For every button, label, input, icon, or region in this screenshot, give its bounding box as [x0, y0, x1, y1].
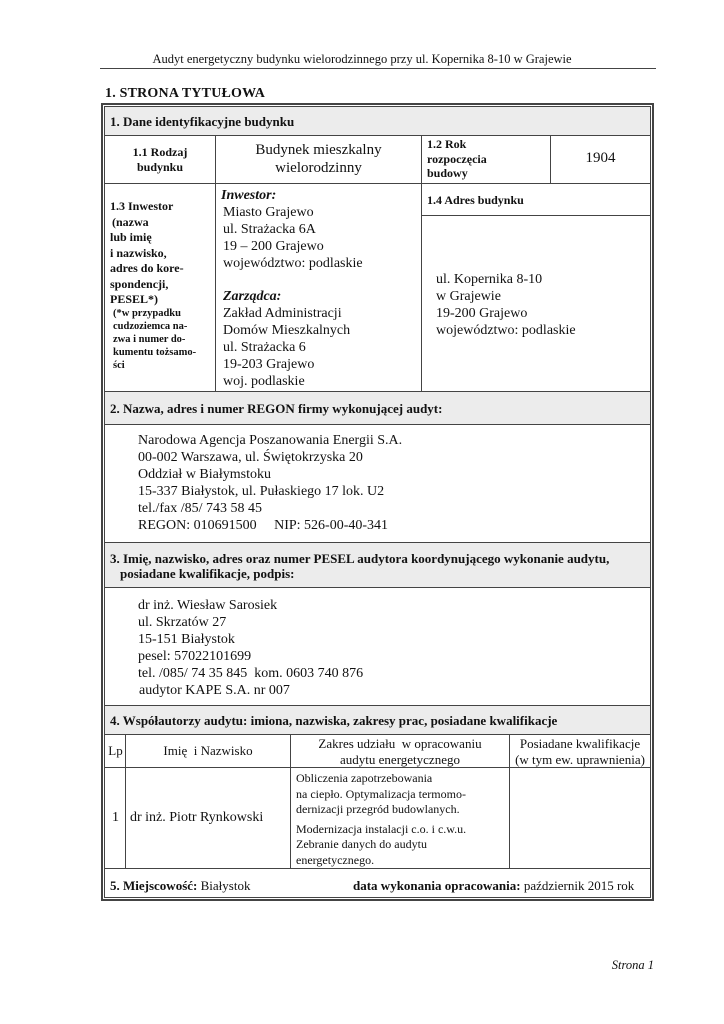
divider	[421, 135, 422, 391]
inwestor-heading: Inwestor:	[221, 188, 277, 203]
row-zakres-line: Modernizacja instalacji c.o. i c.w.u.	[296, 821, 467, 836]
inwestor-label-line: spondencji,	[110, 276, 169, 291]
row-zakres-line: Zebranie danych do audytu	[296, 837, 427, 851]
adres-line: 19-200 Grajewo	[436, 306, 528, 321]
row-zakres-line: Obliczenia zapotrzebowania	[296, 771, 433, 785]
col-zakres-header	[291, 736, 509, 767]
adres-line: województwo: podlaskie	[436, 323, 576, 338]
section2-line: tel./fax /85/ 743 58 45	[138, 501, 263, 516]
col-kwal-header-line: Posiadane kwalifikacje	[519, 736, 641, 751]
inwestor-note-line: zwa i numer do-	[113, 334, 186, 345]
inwestor-note-line: (*w przypadku	[113, 308, 181, 319]
inwestor-label	[110, 199, 184, 308]
inwestor-line: 19 – 200 Grajewo	[223, 239, 324, 254]
section3-title	[110, 551, 609, 581]
col-lp-header: Lp	[108, 743, 123, 758]
section5-city-value: Białystok	[200, 878, 251, 893]
adres-line: w Grajewie	[436, 289, 501, 304]
inwestor-label-line: 1.3 Inwestor	[110, 199, 174, 213]
row-zakres	[296, 771, 466, 868]
inwestor-block	[221, 187, 363, 272]
col-name-header: Imię i Nazwisko	[163, 743, 253, 758]
inwestor-label-line: i nazwisko,	[110, 245, 167, 260]
inwestor-label-line: lub imię	[110, 230, 152, 244]
section3-title-line: 3. Imię, nazwisko, adres oraz numer PESEL audytora koordynującego wykonanie audytu,	[110, 551, 610, 566]
zarzadca-heading: Zarządca:	[223, 289, 282, 304]
rok-label-line: 1.2 Rok	[427, 137, 467, 151]
zarzadca-line: Zakład Administracji	[223, 306, 342, 321]
inwestor-line: Miasto Grajewo	[223, 205, 314, 220]
row-zakres-line: energetycznego.	[296, 852, 375, 867]
section5-city	[110, 878, 250, 894]
section2-body	[138, 432, 402, 534]
section5-date-label: data wykonania opracowania:	[353, 878, 521, 893]
divider	[105, 424, 650, 425]
section3-line: tel. /085/ 74 35 845 kom. 0603 740 876	[138, 666, 364, 681]
rodzaj-value-line: wielorodzinny	[275, 160, 362, 176]
zarzadca-line: 19-203 Grajewo	[223, 357, 315, 372]
section2-line: Narodowa Agencja Poszanowania Energii S.A.	[138, 433, 403, 448]
divider	[105, 767, 650, 768]
section3-line: pesel: 57022101699	[138, 649, 252, 664]
inwestor-label-line: PESEL*)	[110, 292, 159, 306]
divider	[105, 734, 650, 735]
adres-line: ul. Kopernika 8-10	[436, 272, 543, 287]
rok-value: 1904	[585, 150, 616, 166]
section3-line: 15-151 Białystok	[138, 632, 235, 647]
rodzaj-value-line: Budynek mieszkalny	[255, 142, 382, 158]
inwestor-label-line: adres do kore-	[110, 261, 184, 275]
rok-label	[427, 137, 487, 181]
section2-title: 2. Nazwa, adres i numer REGON firmy wykonującej audyt:	[110, 401, 443, 416]
header-divider	[100, 68, 656, 69]
section3-line: audytor KAPE S.A. nr 007	[139, 683, 290, 698]
row-zakres-line: na ciepło. Optymalizacja termomo-	[296, 786, 466, 801]
divider	[105, 587, 650, 588]
document-header: Audyt energetyczny budynku wielorodzinnego przy ul. Kopernika 8-10 w Grajewie	[152, 52, 572, 66]
row-zakres-line: dernizacji przegród budowlanych.	[296, 802, 460, 816]
zarzadca-line: Domów Mieszkalnych	[223, 323, 351, 338]
col-zakres-header-line: audytu energetycznego	[340, 751, 460, 767]
divider	[421, 215, 650, 216]
rodzaj-label	[106, 145, 214, 175]
rok-label-line: budowy	[427, 166, 468, 180]
zarzadca-line: ul. Strażacka 6	[223, 340, 306, 355]
col-kwal-header-line: (w tym ew. uprawnienia)	[515, 751, 645, 767]
inwestor-note	[113, 307, 196, 372]
divider	[105, 135, 650, 136]
section4-title: 4. Współautorzy audytu: imiona, nazwiska, zakresy prac, posiadane kwalifikacje	[110, 713, 558, 728]
adres-label: 1.4 Adres budynku	[427, 193, 524, 207]
row-lp: 1	[112, 810, 119, 825]
row-name: dr inż. Piotr Rynkowski	[130, 810, 264, 825]
inwestor-line: ul. Strażacka 6A	[223, 222, 316, 237]
rodzaj-value	[216, 141, 421, 177]
section5-date-value: październik 2015 rok	[523, 878, 635, 893]
section3-title-line: posiadane kwalifikacje, podpis:	[120, 566, 295, 581]
section5-date	[353, 878, 634, 894]
divider	[105, 868, 650, 869]
section2-line: REGON: 010691500 NIP: 526-00-40-341	[138, 518, 389, 533]
section2-line: Oddział w Białymstoku	[138, 467, 271, 482]
section2-line: 00-002 Warszawa, ul. Świętokrzyska 20	[138, 450, 363, 465]
col-kwal-header	[510, 736, 650, 767]
inwestor-note-line: kumentu tożsamo-	[113, 347, 197, 358]
section3-line: dr inż. Wiesław Sarosiek	[138, 598, 278, 613]
section1-title: 1. Dane identyfikacyjne budynku	[110, 114, 295, 129]
rok-label-line: rozpoczęcia	[427, 151, 487, 166]
inwestor-note-line: cudzoziemca na-	[113, 321, 188, 332]
inwestor-note-line: ści	[113, 360, 125, 371]
zarzadca-block	[223, 288, 350, 390]
divider	[105, 183, 650, 184]
zarzadca-line: woj. podlaskie	[223, 374, 305, 389]
adres-block	[436, 271, 576, 339]
page-number: Strona 1	[611, 958, 654, 972]
section5-label: 5. Miejscowość:	[110, 878, 198, 893]
section3-body	[138, 597, 363, 699]
rodzaj-label-line: budynku	[136, 160, 184, 174]
rodzaj-label-line: 1.1 Rodzaj	[132, 145, 188, 159]
section3-line: ul. Skrzatów 27	[138, 615, 227, 630]
inwestor-line: województwo: podlaskie	[223, 256, 363, 271]
section-title: 1. STRONA TYTUŁOWA	[105, 86, 266, 101]
inwestor-label-line: (nazwa	[112, 214, 149, 229]
col-zakres-header-line: Zakres udziału w opracowaniu	[318, 736, 482, 751]
section2-line: 15-337 Białystok, ul. Pułaskiego 17 lok. U2	[138, 484, 385, 499]
